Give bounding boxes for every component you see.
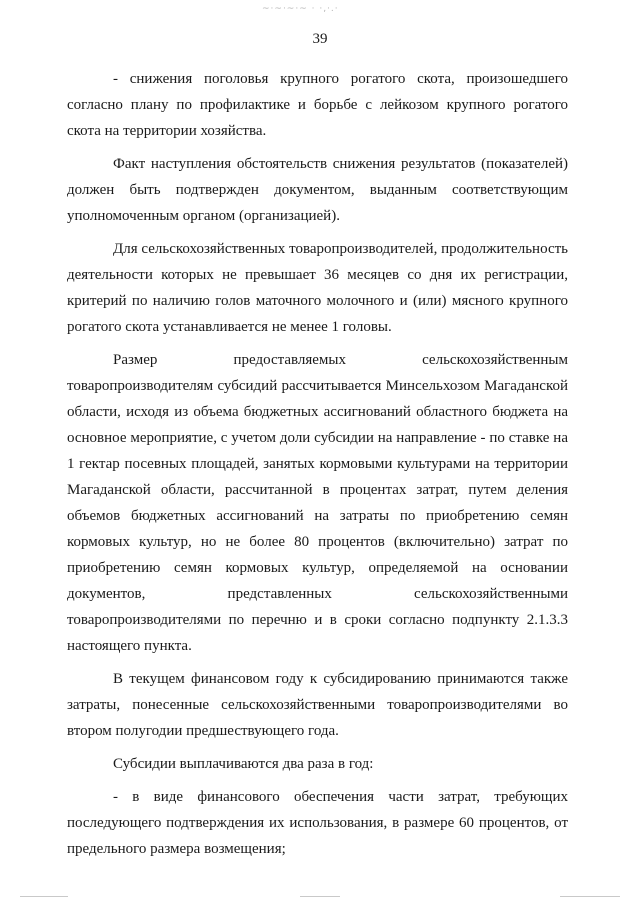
paragraph-subsidy-size: Размер предоставляемых сельскохозяйственным товаропроизводителям субсидий рассчитывается Минсельхозом Магаданской области, исходя из объема бюджетных ассигнований областного бюджета на основное мероприятие, с учетом доли субсидии на направление - по ставке на 1 гектар посевных площадей, занятых кормовыми культурами на территории Магаданской области, рассчитанной в процентах затрат, путем деления объемов бюджетных ассигнований на затраты по приобретению семян кормовых культур, но не более 80 процентов (включительно) затрат по приобретению семян кормовых культур, определяемой на основании документов, представленных сельскохозяйственными товаропроизводителями по перечню и в сроки согласно подпункту 2.1.3.3 настоящего пункта. [67, 352, 568, 654]
document-body [67, 66, 568, 869]
paragraph-new-producers: Для сельскохозяйственных товаропроизводителей, продолжительность деятельности которых не превышает 36 месяцев со дня их регистрации, критерий по наличию голов маточного молочного и (или) мясного крупного рогатого скота устанавливается не менее 1 головы. [67, 241, 568, 335]
paragraph-herd-reduction: - снижения поголовья крупного рогатого скота, произошедшего согласно плану по профилактике и борьбе с лейкозом крупного рогатого скота на территории хозяйства. [67, 71, 568, 139]
paragraph-current-year: В текущем финансовом году к субсидированию принимаются также затраты, понесенные сельскохозяйственными товаропроизводителями во втором полугодии предшествующего года. [67, 671, 568, 739]
scan-edge-mark [560, 896, 620, 897]
paragraph-advance-payment: - в виде финансового обеспечения части затрат, требующих последующего подтверждения их использования, в размере 60 процентов, от предельного размера возмещения; [67, 789, 568, 857]
scan-artifact: ~·~·~·~ · ·,·.· [262, 4, 339, 14]
paragraph-fact-confirmation: Факт наступления обстоятельств снижения результатов (показателей) должен быть подтвержден документом, выданным соответствующим уполномоченным органом (организацией). [67, 156, 568, 224]
scan-edge-mark [300, 896, 340, 897]
scan-edge-mark [20, 896, 68, 897]
paragraph-payment-schedule: Субсидии выплачиваются два раза в год: [113, 756, 374, 772]
page-number: 39 [312, 31, 328, 47]
